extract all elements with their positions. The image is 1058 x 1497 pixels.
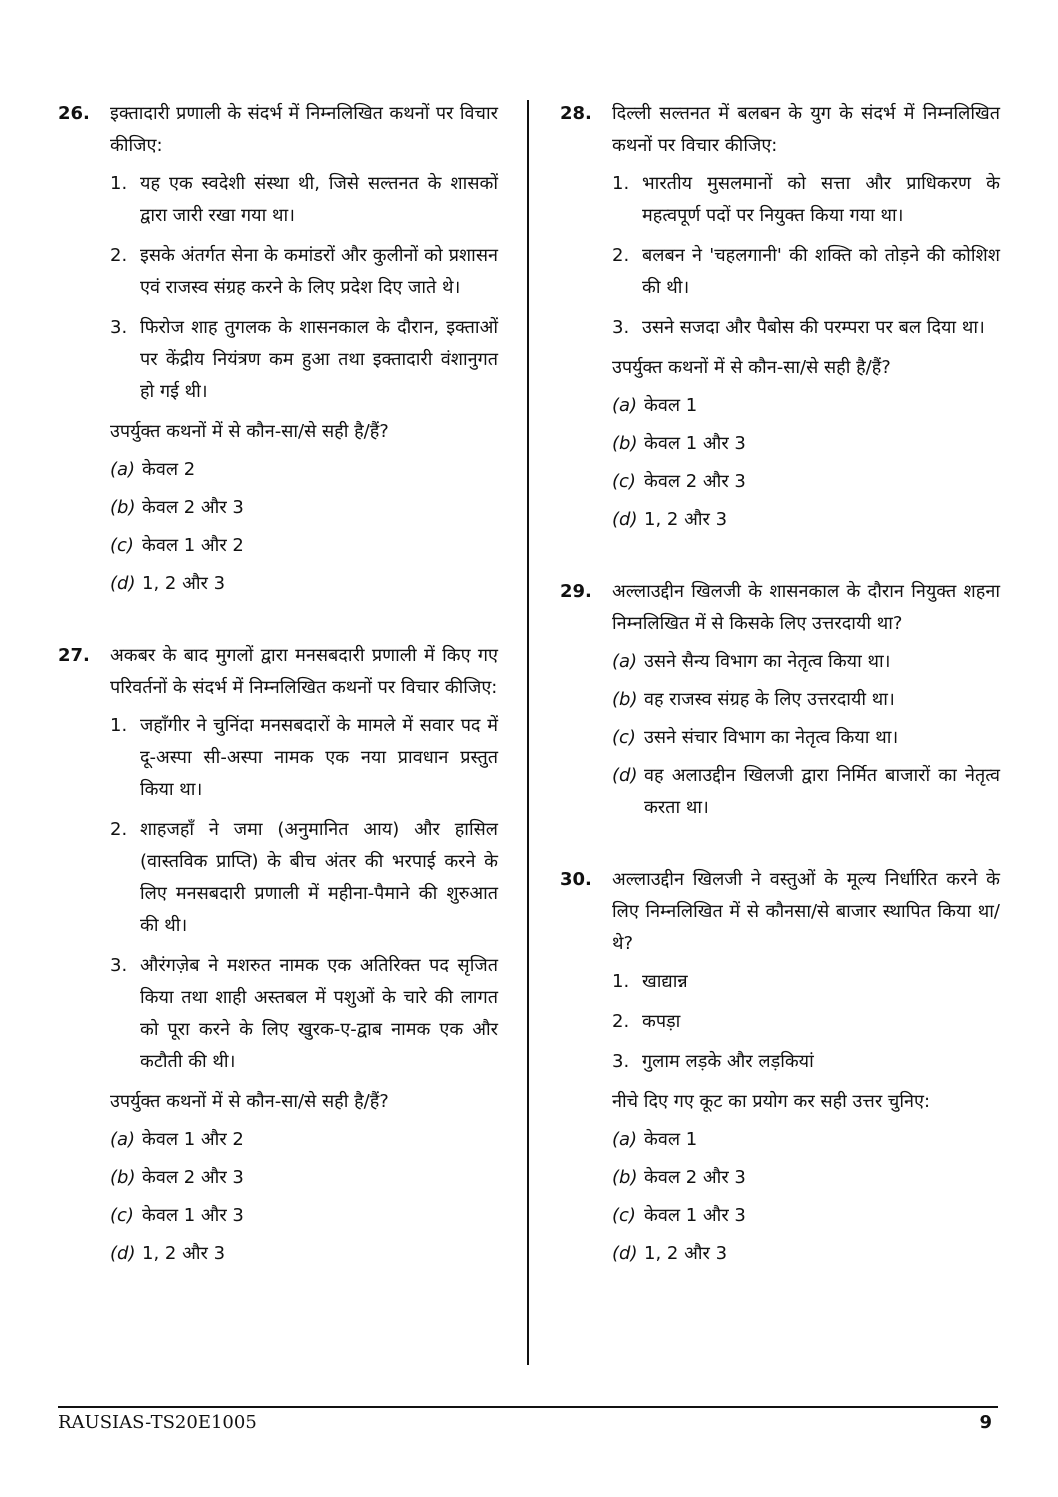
column-divider: [527, 100, 529, 1365]
question-text: अकबर के बाद मुगलों द्वारा मनसबदारी प्रणाली में किए गए परिवर्तनों के संदर्भ में निम्नलिखित कथनों पर विचार कीजिए:: [110, 645, 498, 698]
option-letter: (b): [110, 497, 136, 518]
statement-list: [110, 710, 498, 1078]
option-letter: (b): [612, 433, 638, 454]
option-list: [612, 1124, 1000, 1270]
option-text: केवल 2 और 3: [644, 1167, 746, 1188]
option-letter: (c): [612, 1205, 636, 1226]
question-text: अल्लाउद्दीन खिलजी ने वस्तुओं के मूल्य निर्धारित करने के लिए निम्नलिखित में से कौनसा/से बाजार स्थापित किया था/थे?: [612, 869, 1000, 954]
option-text: केवल 2 और 3: [644, 471, 746, 492]
statement-number: 2.: [612, 1011, 630, 1032]
statement-item: [612, 168, 1000, 232]
option-text: उसने सैन्य विभाग का नेतृत्व किया था।: [644, 651, 891, 672]
question-number: 27.: [58, 645, 90, 666]
option-text: केवल 1: [644, 1129, 698, 1150]
option-text: 1, 2 और 3: [142, 1243, 226, 1264]
option-item: [612, 684, 1000, 716]
question-header: [560, 864, 1000, 960]
statement-text: उसने सजदा और पैबोस की परम्परा पर बल दिया था।: [642, 317, 985, 338]
question-number: 26.: [58, 103, 90, 124]
statement-number: 3.: [110, 955, 128, 976]
statement-item: [612, 312, 1000, 344]
statement-text: गुलाम लड़के और लड़कियां: [642, 1051, 814, 1072]
option-text: वह अलाउद्दीन खिलजी द्वारा निर्मित बाजारों का नेतृत्व करता था।: [644, 765, 1000, 818]
statement-item: [110, 168, 498, 232]
statement-item: [612, 1046, 1000, 1078]
statement-text: औरंगज़ेब ने मशरुत नामक एक अतिरिक्त पद सृजित किया तथा शाही अस्तबल में पशुओं के चारे की लागत को पूरा करने के लिए खुरक-ए-द्वाब नामक एक और कटौती की थी।: [140, 955, 498, 1072]
option-letter: (d): [612, 1243, 638, 1264]
option-text: 1, 2 और 3: [644, 1243, 728, 1264]
statement-text: फिरोज शाह तुगलक के शासनकाल के दौरान, इक्ताओं पर केंद्रीय नियंत्रण कम हुआ तथा इक्तादारी वंशानुगत हो गई थी।: [140, 317, 498, 402]
statement-number: 2.: [110, 819, 128, 840]
statement-text: खाद्यान्न: [642, 971, 688, 992]
option-item: [612, 390, 1000, 422]
option-letter: (d): [612, 765, 638, 786]
question-number: 28.: [560, 103, 592, 124]
statement-number: 2.: [110, 245, 128, 266]
right-column: [560, 98, 1000, 1310]
statement-number: 2.: [612, 245, 630, 266]
question-header: [560, 98, 1000, 162]
statement-text: जहाँगीर ने चुनिंदा मनसबदारों के मामले में सवार पद में दू-अस्पा सी-अस्पा नामक एक नया प्रावधान प्रस्तुत किया था।: [140, 715, 498, 800]
option-item: [612, 1200, 1000, 1232]
question-text: अल्लाउद्दीन खिलजी के शासनकाल के दौरान नियुक्त शहना निम्नलिखित में से किसके लिए उत्तरदायी था?: [612, 581, 1000, 634]
option-item: [110, 454, 498, 486]
option-item: [110, 1200, 498, 1232]
statement-list: [612, 168, 1000, 344]
option-item: [110, 568, 498, 600]
option-letter: (b): [110, 1167, 136, 1188]
option-letter: (b): [612, 1167, 638, 1188]
statement-text: कपड़ा: [642, 1011, 681, 1032]
option-text: उसने संचार विभाग का नेतृत्व किया था।: [644, 727, 899, 748]
statement-text: भारतीय मुसलमानों को सत्ता और प्राधिकरण के महत्वपूर्ण पदों पर नियुक्त किया गया था।: [642, 173, 1000, 226]
option-text: केवल 1 और 3: [142, 1205, 244, 1226]
option-text: केवल 1 और 2: [142, 535, 244, 556]
option-item: [110, 530, 498, 562]
option-item: [612, 646, 1000, 678]
option-text: 1, 2 और 3: [644, 509, 728, 530]
statement-number: 1.: [110, 173, 128, 194]
option-text: केवल 1 और 3: [644, 433, 746, 454]
statement-item: [612, 1006, 1000, 1038]
left-column: [58, 98, 498, 1310]
option-list: [612, 646, 1000, 824]
statement-item: [612, 240, 1000, 304]
statement-number: 1.: [612, 173, 630, 194]
option-item: [110, 1238, 498, 1270]
question-header: [560, 576, 1000, 640]
statement-text: इसके अंतर्गत सेना के कमांडरों और कुलीनों को प्रशासन एवं राजस्व संग्रह करने के लिए प्रदेश दिए जाते थे।: [140, 245, 498, 298]
option-text: वह राजस्व संग्रह के लिए उत्तरदायी था।: [644, 689, 895, 710]
question-prompt: नीचे दिए गए कूट का प्रयोग कर सही उत्तर चुनिए:: [612, 1091, 931, 1112]
option-letter: (c): [110, 1205, 134, 1226]
question-header: [58, 98, 498, 162]
option-letter: (c): [612, 471, 636, 492]
statement-text: शाहजहाँ ने जमा (अनुमानित आय) और हासिल (वास्तविक प्राप्ति) के बीच अंतर की भरपाई करने के लिए मनसबदारी प्रणाली में महीना-पैमाने की शुरुआत की थी।: [140, 819, 498, 936]
option-letter: (a): [612, 651, 638, 672]
page-number: 9: [979, 1412, 992, 1433]
option-list: [110, 1124, 498, 1270]
option-item: [612, 1162, 1000, 1194]
statement-item: [612, 966, 1000, 998]
statement-text: बलबन ने 'चहलगानी' की शक्ति को तोड़ने की कोशिश की थी।: [642, 245, 1000, 298]
footer-rule: [58, 1406, 998, 1408]
option-text: केवल 2: [142, 459, 196, 480]
option-letter: (a): [612, 1129, 638, 1150]
option-letter: (a): [110, 459, 136, 480]
question-text: इक्तादारी प्रणाली के संदर्भ में निम्नलिखित कथनों पर विचार कीजिए:: [110, 103, 498, 156]
question-prompt: उपर्युक्त कथनों में से कौन-सा/से सही है/हैं?: [110, 421, 389, 442]
statement-number: 1.: [612, 971, 630, 992]
option-item: [612, 722, 1000, 754]
option-item: [612, 1124, 1000, 1156]
option-letter: (a): [612, 395, 638, 416]
question-block: [560, 864, 1000, 1270]
option-letter: (d): [612, 509, 638, 530]
statement-number: 1.: [110, 715, 128, 736]
question-prompt: उपर्युक्त कथनों में से कौन-सा/से सही है/हैं?: [612, 357, 891, 378]
question-number: 29.: [560, 581, 592, 602]
option-item: [612, 428, 1000, 460]
option-letter: (b): [612, 689, 638, 710]
option-letter: (c): [612, 727, 636, 748]
option-item: [612, 760, 1000, 824]
option-letter: (c): [110, 535, 134, 556]
question-header: [58, 640, 498, 704]
statement-list: [110, 168, 498, 408]
question-text: दिल्ली सल्तनत में बलबन के युग के संदर्भ में निम्नलिखित कथनों पर विचार कीजिए:: [612, 103, 1000, 156]
option-text: केवल 1: [644, 395, 698, 416]
option-text: केवल 2 और 3: [142, 497, 244, 518]
statement-text: यह एक स्वदेशी संस्था थी, जिसे सल्तनत के शासकों द्वारा जारी रखा गया था।: [140, 173, 498, 226]
statement-number: 3.: [612, 1051, 630, 1072]
statement-item: [110, 240, 498, 304]
question-block: [560, 576, 1000, 824]
question-block: [560, 98, 1000, 536]
option-item: [612, 504, 1000, 536]
statement-list: [612, 966, 1000, 1078]
option-item: [612, 1238, 1000, 1270]
statement-item: [110, 950, 498, 1078]
statement-item: [110, 312, 498, 408]
option-letter: (d): [110, 1243, 136, 1264]
question-number: 30.: [560, 869, 592, 890]
footer-code: RAUSIAS-TS20E1005: [58, 1412, 257, 1433]
option-item: [110, 492, 498, 524]
statement-number: 3.: [612, 317, 630, 338]
statement-item: [110, 710, 498, 806]
option-text: केवल 1 और 3: [644, 1205, 746, 1226]
question-prompt: उपर्युक्त कथनों में से कौन-सा/से सही है/हैं?: [110, 1091, 389, 1112]
option-item: [110, 1124, 498, 1156]
option-list: [110, 454, 498, 600]
option-text: 1, 2 और 3: [142, 573, 226, 594]
option-text: केवल 2 और 3: [142, 1167, 244, 1188]
option-list: [612, 390, 1000, 536]
option-item: [110, 1162, 498, 1194]
question-block: [58, 640, 498, 1270]
option-letter: (a): [110, 1129, 136, 1150]
statement-item: [110, 814, 498, 942]
option-item: [612, 466, 1000, 498]
statement-number: 3.: [110, 317, 128, 338]
question-block: [58, 98, 498, 600]
option-letter: (d): [110, 573, 136, 594]
option-text: केवल 1 और 2: [142, 1129, 244, 1150]
